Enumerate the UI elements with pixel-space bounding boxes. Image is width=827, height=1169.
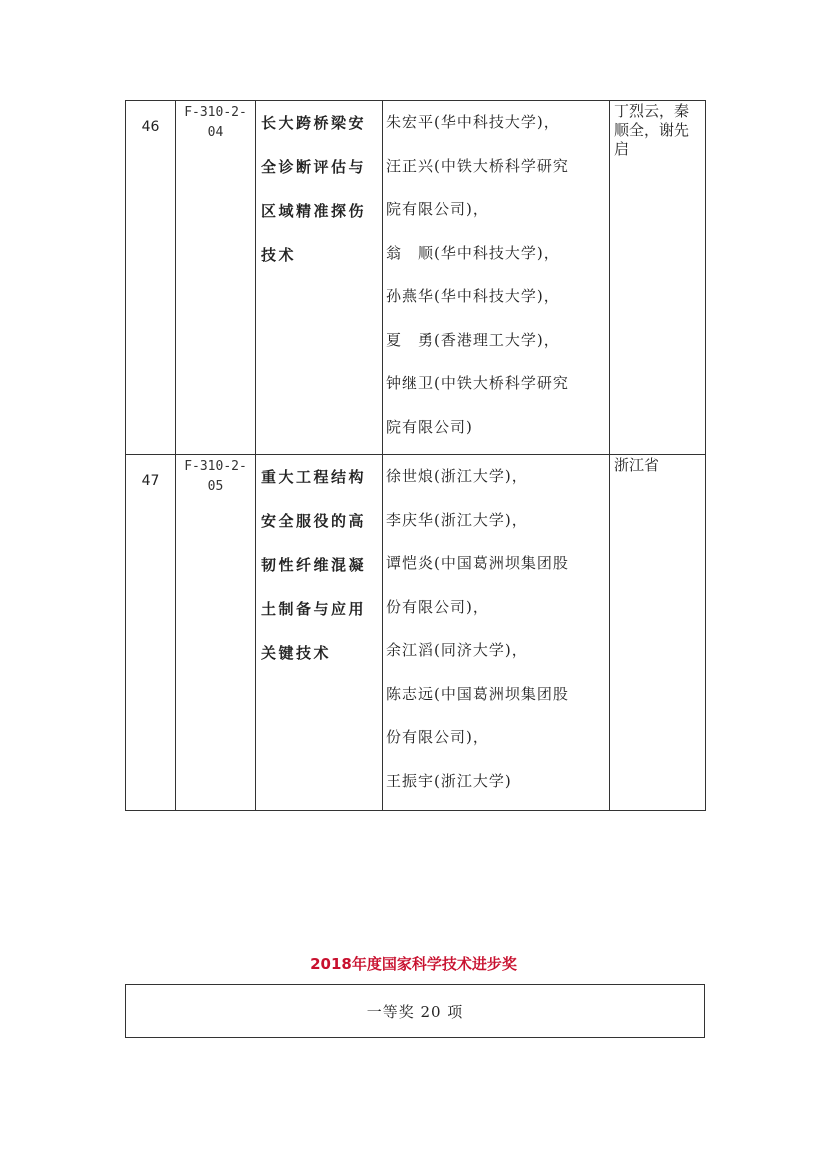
contributor-line: 翁 顺(华中科技大学)， xyxy=(386,243,560,262)
row-number-cell xyxy=(126,455,176,811)
awards-table xyxy=(125,100,706,811)
contributor-line: 李庆华(浙江大学)， xyxy=(386,510,528,529)
nominator-line: 顺全，谢先 xyxy=(614,121,690,139)
contributor-line: 谭恺炎(中国葛洲坝集团股 xyxy=(386,554,569,572)
nominator-line: 丁烈云，秦 xyxy=(614,102,690,120)
project-title-cell xyxy=(256,101,383,455)
contributor-line: 孙燕华(华中科技大学)， xyxy=(386,287,560,305)
project-code-cell xyxy=(176,101,256,455)
project-title-line: 韧性纤维混凝 xyxy=(261,556,367,574)
project-code-line: F-310-2- xyxy=(184,459,247,474)
contributor-line: 钟继卫(中铁大桥科学研究 xyxy=(386,374,569,392)
contributor-line: 份有限公司)， xyxy=(386,597,489,616)
award-summary-box xyxy=(125,984,705,1038)
project-title-line: 长大跨桥梁安 xyxy=(261,114,367,132)
table-row xyxy=(126,101,706,455)
contributor-line: 院有限公司)， xyxy=(386,200,489,218)
row-number-cell xyxy=(126,101,176,455)
contributors-cell xyxy=(383,455,610,811)
nominator-cell xyxy=(610,455,706,811)
row-number: 46 xyxy=(141,119,160,135)
project-title-line: 重大工程结构 xyxy=(261,468,367,486)
nominator-cell xyxy=(610,101,706,455)
contributor-line: 陈志远(中国葛洲坝集团股 xyxy=(386,684,569,703)
row-number: 47 xyxy=(141,473,160,489)
project-title-line: 技术 xyxy=(261,246,297,264)
contributor-line: 朱宏平(华中科技大学)， xyxy=(386,113,560,131)
project-title-line: 关键技术 xyxy=(261,644,332,662)
project-title-line: 全诊断评估与 xyxy=(261,158,367,176)
table-row xyxy=(126,455,706,811)
contributor-line: 王振宇(浙江大学) xyxy=(386,771,512,790)
contributor-line: 夏 勇(香港理工大学)， xyxy=(386,330,560,349)
nominator-line: 浙江省 xyxy=(614,456,660,474)
contributor-line: 徐世烺(浙江大学)， xyxy=(386,467,528,485)
project-title-cell xyxy=(256,455,383,811)
nominator-line: 启 xyxy=(614,140,630,158)
contributors-cell xyxy=(383,101,610,455)
project-code-line: 04 xyxy=(207,125,224,140)
section-heading: 2018年度国家科学技术进步奖 xyxy=(310,955,517,973)
project-title-line: 土制备与应用 xyxy=(261,600,367,618)
award-summary-text: 一等奖 20 项 xyxy=(366,1002,464,1021)
contributor-line: 院有限公司) xyxy=(386,417,473,436)
project-code-line: F-310-2- xyxy=(184,105,247,120)
contributor-line: 份有限公司)， xyxy=(386,728,489,746)
project-code-cell xyxy=(176,455,256,811)
contributor-line: 余江滔(同济大学)， xyxy=(386,641,528,659)
project-title-line: 安全服役的高 xyxy=(261,512,367,530)
contributor-line: 汪正兴(中铁大桥科学研究 xyxy=(386,156,569,175)
project-title-line: 区域精准探伤 xyxy=(261,202,367,220)
project-code-line: 05 xyxy=(207,479,224,494)
